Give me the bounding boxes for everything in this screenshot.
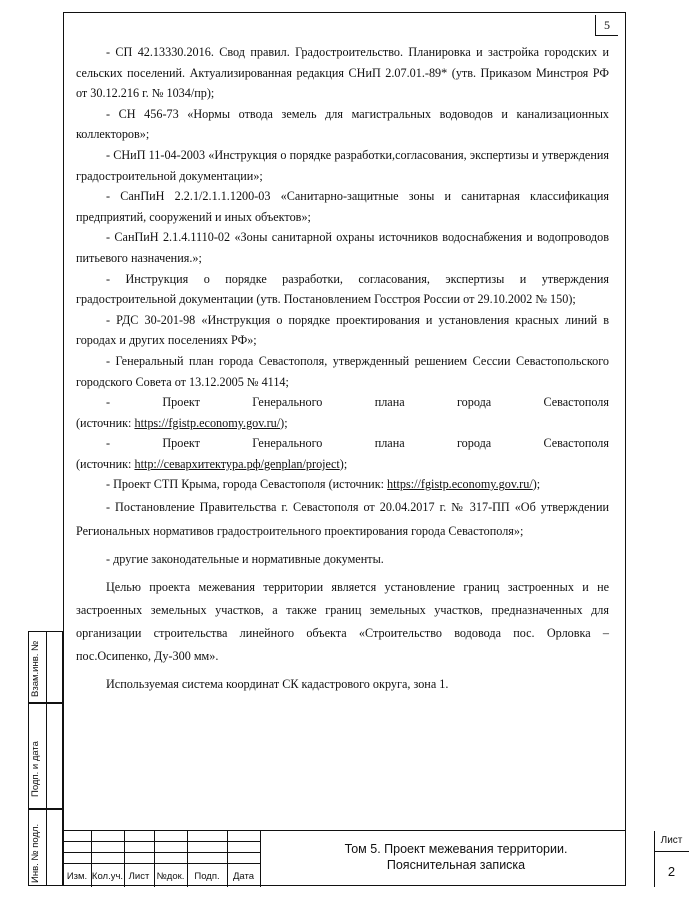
stamp-col-sheet: Лист	[128, 871, 150, 882]
coordinate-system-paragraph: Используемая система координат СК кадастрового округа, зона 1.	[106, 676, 449, 691]
source-link[interactable]: https://fgistp.economy.gov.ru/	[387, 477, 533, 492]
list-item: - СНиП 11-04-2003 «Инструкция о порядке разработки,согласования, экспертизы и утверждения градостроительной документации»;	[76, 147, 609, 183]
document-title	[260, 841, 652, 873]
document-body	[76, 42, 609, 694]
stamp-col-count: Кол.уч.	[91, 871, 124, 882]
sheet-label: Лист	[660, 835, 683, 846]
list-item: - СанПиН 2.2.1/2.1.1.1200-03 «Санитарно-защитные зоны и санитарная классификация предприятий, сооружений и иных объектов»;	[76, 189, 609, 224]
list-item: - СанПиН 2.1.4.1110-02 «Зоны санитарной охраны источников водоснабжения и водопроводов питьевого назначения.»;	[76, 230, 609, 265]
title-block	[63, 830, 683, 887]
list-item: - СН 456-73 «Нормы отвода земель для магистральных водоводов и канализационных коллекторов»;	[76, 106, 609, 142]
list-item-text: - Проект СТП Крыма, города Севастополя (источник:	[106, 477, 388, 492]
document-title-line1: Том 5. Проект межевания территории.	[344, 842, 568, 856]
stamp-col-date: Дата	[232, 871, 255, 882]
purpose-paragraph: Целью проекта межевания территории является установление границ застроенных и не застроенных земельных участков, а также границ земельных участков, предназначенных для организации строительства линейного объекта «Строительство водовода пос. Орловка – пос.Осипенко, Ду-300 мм».	[76, 579, 609, 663]
stamp-col-change: Изм.	[66, 871, 88, 882]
side-label-replace-inv: Взам.инв. №	[30, 640, 41, 697]
stamp-col-doc-no: №док.	[156, 871, 185, 882]
list-item-text: - Проект Генерального плана города Севастополя (источник:	[76, 436, 609, 471]
list-item: - Инструкция о порядке разработки, согласования, экспертизы и утверждения градостроительной документации (утв. Постановлением Госстроя России от 29.10.2002 № 150);	[76, 271, 609, 307]
list-item-text: - Проект Генерального плана города Севастополя (источник:	[76, 395, 609, 430]
list-item-with-link	[76, 433, 609, 474]
side-label-sign-date: Подп. и дата	[30, 741, 41, 797]
list-item-tail: );	[532, 477, 541, 492]
list-item-with-link	[76, 392, 609, 433]
stamp-col-signature: Подп.	[194, 871, 220, 882]
document-title-line2: Пояснительная записка	[386, 858, 526, 872]
corner-page-number: 5	[595, 15, 618, 36]
sheet-number: 2	[667, 864, 676, 879]
list-item: - Постановление Правительства г. Севастополя от 20.04.2017 г. № 317-ПП «Об утверждении Региональных нормативов градостроительного проектирования города Севастополя»;	[76, 500, 609, 539]
list-item: - СП 42.13330.2016. Свод правил. Градостроительство. Планировка и застройка городских и сельских поселений. Актуализированная редакция СНиП 2.07.01.-89* (утв. Приказом Минстроя РФ от 30.12.216 г. № 1034/пр);	[76, 45, 609, 101]
source-link[interactable]: https://fgistp.economy.gov.ru/	[134, 415, 281, 430]
side-strip	[28, 631, 63, 886]
list-item: - другие законодательные и нормативные документы.	[106, 552, 384, 567]
source-link[interactable]: http://севархитектура.рф/genplan/project	[134, 456, 340, 471]
list-item-tail: );	[339, 456, 348, 471]
list-item: - Генеральный план города Севастополя, утвержденный решением Сессии Севастопольского городского Совета от 13.12.2005 № 4114;	[76, 353, 609, 389]
list-item-tail: );	[280, 415, 288, 430]
side-label-inv-orig: Инв. № подл.	[30, 823, 41, 883]
list-item-with-link	[76, 474, 609, 495]
list-item: - РДС 30-201-98 «Инструкция о порядке проектирования и установления красных линий в городах и других поселениях РФ»;	[76, 312, 609, 348]
